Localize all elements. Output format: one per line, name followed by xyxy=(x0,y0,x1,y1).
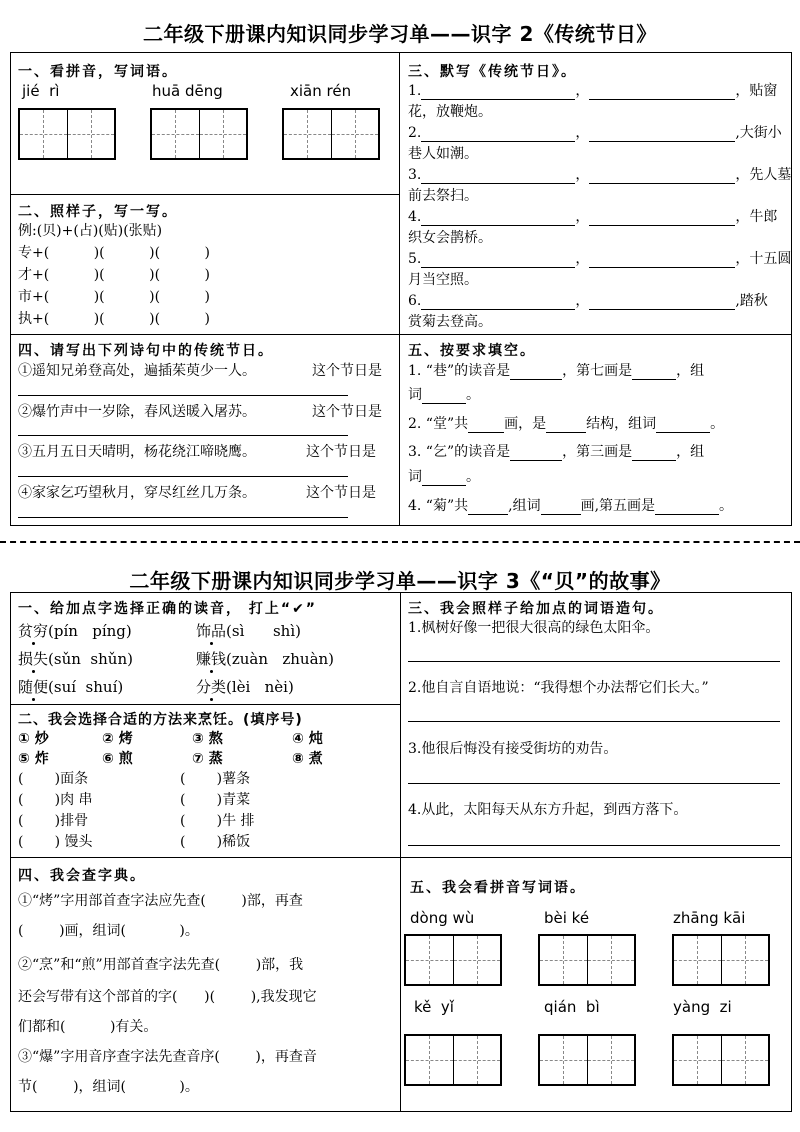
practice-row[interactable]: 市+( )( )( ) xyxy=(18,289,211,305)
reading-item[interactable]: 赚钱(zuàn zhuàn) xyxy=(196,650,335,668)
sheet2-title: 二年级下册课内知识同步学习单——识字 3《“贝”的故事》 xyxy=(129,569,671,593)
sentence-example: 4.从此，太阳每天从东方升起，到西方落下。 xyxy=(408,802,688,818)
s2-title: 二、照样子，写一写。 xyxy=(18,204,178,220)
answer-line[interactable] xyxy=(18,517,348,518)
writing-grid[interactable] xyxy=(404,934,502,986)
dict-line[interactable]: ③“爆”字用音序查字法先查音序( )，再查音 xyxy=(18,1049,317,1065)
blank[interactable] xyxy=(655,500,719,515)
reading-item[interactable]: 损失(sǔn shǔn) xyxy=(18,650,133,668)
answer-line[interactable] xyxy=(408,845,780,846)
sentence-example: 1.枫树好像一把很大很高的绿色太阳伞。 xyxy=(408,620,660,636)
pinyin-label: yàng zi xyxy=(673,998,732,1016)
dict-line[interactable]: 节( )，组词( )。 xyxy=(18,1079,199,1095)
blank[interactable] xyxy=(632,446,676,461)
dict-line[interactable]: 还会写带有这个部首的字( )( ),我发现它 xyxy=(18,989,317,1005)
divider xyxy=(10,857,792,858)
sentence-example: 2.他自言自语地说：“我得想个办法帮它们长大。” xyxy=(408,680,709,696)
question-label: 这个节日是 xyxy=(312,404,382,420)
pinyin-label: xiān rén xyxy=(290,82,352,100)
blank[interactable] xyxy=(421,295,575,310)
s5-title: 五、按要求填空。 xyxy=(408,343,536,359)
pinyin-label: kě yǐ xyxy=(414,998,454,1016)
poem-line: ④家家乞巧望秋月，穿尽红丝几万条。 xyxy=(18,485,256,501)
blank[interactable] xyxy=(510,365,562,380)
blank[interactable] xyxy=(546,418,586,433)
blank[interactable] xyxy=(589,295,735,310)
blank[interactable] xyxy=(589,127,735,142)
blank[interactable] xyxy=(468,418,504,433)
divider xyxy=(10,334,792,335)
writing-grid[interactable] xyxy=(538,1034,636,1086)
dict-line[interactable]: ①“烤”字用部首查字法应先查( )部，再查 xyxy=(18,893,303,909)
writing-grid[interactable] xyxy=(404,1034,502,1086)
poem-line: ③五月五日天晴明，杨花绕江啼晓鹰。 xyxy=(18,444,256,460)
sheet2-column-divider xyxy=(400,592,401,1112)
pinyin-label: bèi ké xyxy=(544,909,590,927)
s1-title: 一、给加点字选择正确的读音， 打上“✔” xyxy=(18,601,318,617)
sheet1-column-divider xyxy=(399,52,400,526)
sheet1-title: 二年级下册课内知识同步学习单——识字 2《传统节日》 xyxy=(143,22,657,46)
divider xyxy=(10,194,400,195)
method-option: ① 炒 xyxy=(18,731,49,747)
blank[interactable] xyxy=(421,127,575,142)
blank[interactable] xyxy=(421,85,575,100)
answer-line[interactable] xyxy=(18,395,348,396)
method-option: ⑤ 炸 xyxy=(18,751,49,767)
question-label: 这个节日是 xyxy=(312,363,382,379)
blank[interactable] xyxy=(589,85,735,100)
reading-item[interactable]: 饰品(sì shì) xyxy=(196,622,301,640)
s1-title: 一、看拼音，写词语。 xyxy=(18,64,178,80)
blank[interactable] xyxy=(468,500,508,515)
method-option: ② 烤 xyxy=(102,731,133,747)
dict-line[interactable]: 们都和( )有关。 xyxy=(18,1019,158,1035)
practice-row[interactable]: 才+( )( )( ) xyxy=(18,267,211,283)
blank[interactable] xyxy=(421,211,575,226)
reading-item[interactable]: 贫穷(pín píng) xyxy=(18,622,132,640)
writing-grid[interactable] xyxy=(672,934,770,986)
writing-grid[interactable] xyxy=(150,108,248,160)
cut-line xyxy=(0,541,800,543)
s4-title: 四、请写出下列诗句中的传统节日。 xyxy=(18,343,274,359)
reading-item[interactable]: 随便(suí shuí) xyxy=(18,678,124,696)
practice-row[interactable]: 执+( )( )( ) xyxy=(18,311,211,327)
food-blank[interactable]: ( )排骨 xyxy=(18,813,89,829)
divider xyxy=(10,704,400,705)
blank[interactable] xyxy=(422,471,466,486)
question-label: 这个节日是 xyxy=(306,444,376,460)
answer-line[interactable] xyxy=(18,476,348,477)
question-label: 这个节日是 xyxy=(306,485,376,501)
food-blank[interactable]: ( )稀饭 xyxy=(180,834,251,850)
food-blank[interactable]: ( ) 馒头 xyxy=(18,834,93,850)
practice-row[interactable]: 专+( )( )( ) xyxy=(18,245,211,261)
sentence-example: 3.他很后悔没有接受街坊的劝告。 xyxy=(408,741,618,757)
dict-line[interactable]: ②“烹”和“煎”用部首查字法先查( )部，我 xyxy=(18,957,304,973)
reading-item[interactable]: 分类(lèi nèi) xyxy=(196,678,294,696)
method-option: ⑦ 蒸 xyxy=(192,751,223,767)
answer-line[interactable] xyxy=(408,661,780,662)
food-blank[interactable]: ( )面条 xyxy=(18,771,89,787)
blank[interactable] xyxy=(589,211,735,226)
answer-line[interactable] xyxy=(408,721,780,722)
writing-grid[interactable] xyxy=(282,108,380,160)
writing-grid[interactable] xyxy=(672,1034,770,1086)
blank[interactable] xyxy=(421,253,575,268)
food-blank[interactable]: ( )肉 串 xyxy=(18,792,93,808)
method-option: ④ 炖 xyxy=(292,731,323,747)
s4-title: 四、我会查字典。 xyxy=(18,868,146,884)
blank[interactable] xyxy=(589,169,735,184)
blank[interactable] xyxy=(632,365,676,380)
method-option: ③ 熬 xyxy=(192,731,223,747)
blank[interactable] xyxy=(421,169,575,184)
answer-line[interactable] xyxy=(18,435,348,436)
food-blank[interactable]: ( )青菜 xyxy=(180,792,251,808)
poem-line: ①遥知兄弟登高处，遍插茱萸少一人。 xyxy=(18,363,256,379)
example-line: 例:(贝)+(占)(贴)(张贴) xyxy=(18,223,163,239)
pinyin-label: dòng wù xyxy=(410,909,475,927)
item-number: 1. xyxy=(408,83,422,99)
writing-grid[interactable] xyxy=(18,108,116,160)
blank[interactable] xyxy=(656,418,710,433)
method-option: ⑥ 煎 xyxy=(102,751,133,767)
s2-title: 二、我会选择合适的方法来烹饪。(填序号) xyxy=(18,712,303,728)
blank[interactable] xyxy=(589,253,735,268)
food-blank[interactable]: ( )牛 排 xyxy=(180,813,255,829)
s3-title: 三、我会照样子给加点的词语造句。 xyxy=(408,601,664,617)
food-blank[interactable]: ( )薯条 xyxy=(180,771,251,787)
poem-line: ②爆竹声中一岁除，春风送暖入屠苏。 xyxy=(18,404,256,420)
dict-line[interactable]: ( )画，组词( )。 xyxy=(18,923,199,939)
pinyin-label: zhāng kāi xyxy=(673,909,746,927)
blank[interactable] xyxy=(422,389,466,404)
s5-title: 五、我会看拼音写词语。 xyxy=(410,880,586,896)
method-option: ⑧ 煮 xyxy=(292,751,323,767)
blank[interactable] xyxy=(541,500,581,515)
writing-grid[interactable] xyxy=(538,934,636,986)
s3-title: 三、默写《传统节日》。 xyxy=(408,64,577,80)
pinyin-label: qián bì xyxy=(544,998,600,1016)
pinyin-label: jié rì xyxy=(22,82,60,100)
answer-line[interactable] xyxy=(408,783,780,784)
pinyin-label: huā dēng xyxy=(152,82,223,100)
blank[interactable] xyxy=(510,446,562,461)
